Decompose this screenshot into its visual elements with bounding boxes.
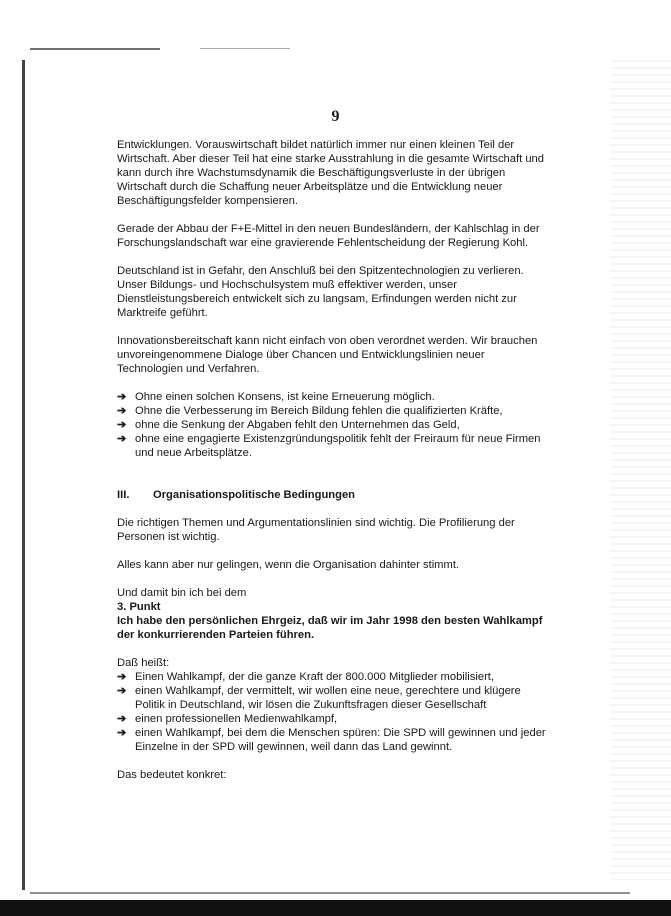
list-item-text: einen Wahlkampf, bei dem die Menschen spüren: Die SPD will gewinnen und jeder Einzelne in der SPD will gewinnen, weil dann das Land gewinnt.	[135, 727, 546, 753]
scan-top-mark	[30, 48, 160, 50]
list-item	[117, 418, 547, 432]
point-label: 3. Punkt	[117, 601, 161, 613]
list-item	[117, 670, 547, 684]
scan-right-noise	[611, 60, 671, 880]
lead-in: Und damit bin ich bei dem	[117, 587, 247, 599]
list-item-text: einen Wahlkampf, der vermittelt, wir wollen eine neue, gerechtere und klügere Politik in Deutschland, wir lösen die Zukunftsfragen dieser Gesellschaft	[135, 685, 521, 711]
bullet-list-campaign	[117, 670, 547, 754]
list-item-text: ohne eine engagierte Existenzgründungspolitik fehlt der Freiraum für neue Firmen und neue Arbeitsplätze.	[135, 433, 541, 459]
arrow-icon: ➔	[117, 727, 127, 739]
arrow-icon: ➔	[117, 433, 127, 445]
section-title: Organisationspolitische Bedingungen	[153, 489, 356, 501]
arrow-icon: ➔	[117, 405, 127, 417]
list-item-text: Ohne einen solchen Konsens, ist keine Erneuerung möglich.	[135, 391, 435, 403]
arrow-icon: ➔	[117, 685, 127, 697]
arrow-icon: ➔	[117, 713, 127, 725]
list-item	[117, 390, 547, 404]
page-content	[117, 138, 547, 796]
arrow-icon: ➔	[117, 419, 127, 431]
scan-bottom-edge	[0, 900, 671, 916]
scan-bottom-line	[30, 892, 630, 894]
paragraph: Innovationsbereitschaft kann nicht einfach von oben verordnet werden. Wir brauchen unvoreingenommene Dialoge über Chancen und Entwicklungslinien neuer Technologien und Verfahren.	[117, 335, 538, 375]
paragraph: Alles kann aber nur gelingen, wenn die Organisation dahinter stimmt.	[117, 559, 460, 571]
arrow-icon: ➔	[117, 391, 127, 403]
section-heading	[117, 488, 547, 502]
list-item-text: Ohne die Verbesserung im Bereich Bildung fehlen die qualifizierten Kräfte,	[135, 405, 503, 417]
list-item-text: Einen Wahlkampf, der die ganze Kraft der 800.000 Mitglieder mobilisiert,	[135, 671, 495, 683]
list-item	[117, 712, 547, 726]
arrow-icon: ➔	[117, 671, 127, 683]
bullet-list-conditions	[117, 390, 547, 460]
das-heisst: Daß heißt:	[117, 657, 170, 669]
page-number: 9	[331, 108, 340, 125]
closing-line: Das bedeutet konkret:	[117, 769, 227, 781]
list-item	[117, 404, 547, 418]
list-item-text: ohne die Senkung der Abgaben fehlt den Unternehmen das Geld,	[135, 419, 460, 431]
paragraph: Gerade der Abbau der F+E-Mittel in den neuen Bundesländern, der Kahlschlag in der Forschungslandschaft war eine gravierende Fehlentscheidung der Regierung Kohl.	[117, 223, 540, 249]
list-item	[117, 684, 547, 712]
list-item	[117, 726, 547, 754]
scan-left-edge	[22, 60, 25, 890]
paragraph: Deutschland ist in Gefahr, den Anschluß bei den Spitzentechnologien zu verlieren. Unser Bildungs- und Hochschulsystem muß effektiver werden, unser Dienstleistungsbereich entwickelt sich zu langsam, Erfindungen werden nicht zur Marktreife geführt.	[117, 265, 524, 319]
list-item	[117, 432, 547, 460]
point-text: Ich habe den persönlichen Ehrgeiz, daß wir im Jahr 1998 den besten Wahlkampf der konkurrierenden Parteien führen.	[117, 615, 543, 641]
paragraph: Entwicklungen. Vorauswirtschaft bildet natürlich immer nur einen kleinen Teil der Wirtschaft. Aber dieser Teil hat eine starke Ausstrahlung in die gesamte Wirtschaft und kann durch ihre Wachstumsdynamik die Beschäftigungsverluste in der übrigen Wirtschaft durch die Schaffung neuer Arbeitsplätze und die Entwicklung neuer Beschäftigungsfelder kompensieren.	[117, 139, 544, 207]
paragraph: Die richtigen Themen und Argumentationslinien sind wichtig. Die Profilierung der Personen ist wichtig.	[117, 517, 515, 543]
scan-top-mark-2	[200, 48, 290, 49]
list-item-text: einen professionellen Medienwahlkampf,	[135, 713, 338, 725]
section-number: III.	[117, 489, 130, 501]
